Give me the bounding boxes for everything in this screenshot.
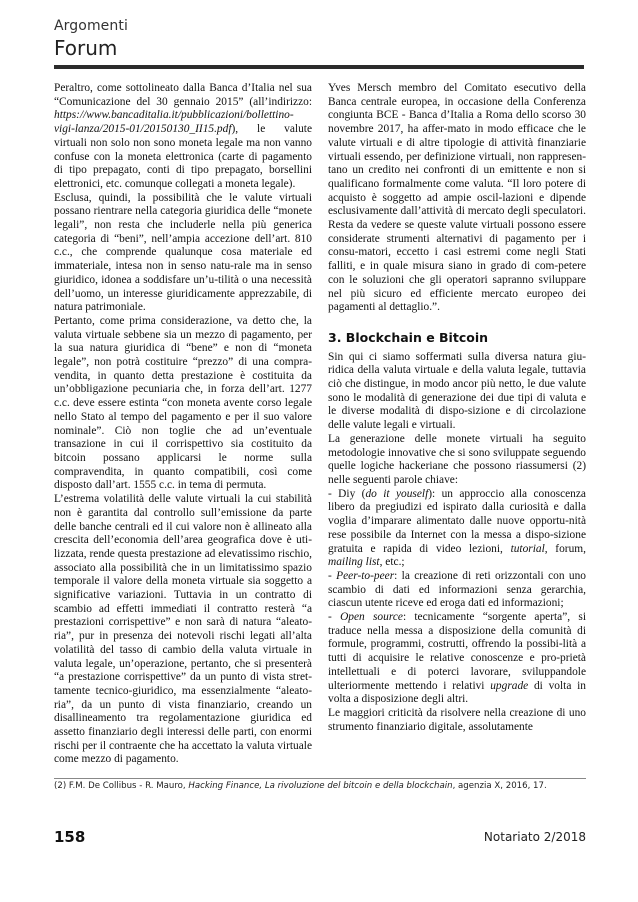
bullet-item: [328, 611, 586, 707]
paragraph: Pertanto, come prima considerazione, va detto che, la valuta virtuale sebbene sia un mezzo di pagamento, per la sua natura giuridica di “bene” e non di “moneta legale”, non potrà costituire “prezzo” di una compra-vendita, in quanto detta prestazione è costituita da un’obbligazione pecuniaria che, in forza dell’art. 1277 c.c. deve essere estinta “con moneta avente corso legale nello Stato al tempo del pagamento e per il suo valore nominale”. Ciò non toglie che ad un’eventuale transazione in cui il corrispettivo sia costituito da bitcoin possano applicarsi le norme sulla compravendita, in quanto compatibili, così come disposto dall’art. 1555 c.c. in tema di permuta.: [54, 314, 312, 492]
text-run: , etc.;: [379, 556, 405, 569]
paragraph: L’estrema volatilità delle valute virtuali la cui stabilità non è garantita dal controllo sull’emissione da parte delle banche centrali ed il cui valore non è allineato alla crescita dell’economia dell’area geografica dove è uti-lizzata, rende questa prestazione ad elevatissimo rischio, associato alla possibilità che in un limitatissimo spazio temporale il valore della moneta virtuale sia soggetto a significative variazioni. Tuttavia in un contratto di scambio ad effetti immediati il contratto resterà “a prestazioni corrispettive” e non sarà di natura “aleato-ria”, pur in presenza dei notevoli rischi legati all’alta volatilità del tasso di cambio della valuta virtuale in valuta legale, un’operazione, pertanto, che si presenterà “a prestazione corrispettive” da un punto di vista stret-tamente tecnico-giuridico, ma essenzialmente “aleato-ria”, da un punto di vista finanziario, creando un disallineamento tra regolamentazione giuridica ed assetto finanziario degli interessi delle parti, con enormi rischi per il contraente che ha accettato la valuta virtuale come mezzo di pagamento.: [54, 493, 312, 766]
text-run: - Diy (: [328, 487, 366, 500]
text-run: Peraltro, come sottolineato dalla Banca d’Italia nel sua “Comunicazione del 30 gennaio 2015” (all’indirizzo:: [54, 82, 312, 108]
text-run: -: [328, 569, 337, 582]
paragraph: [54, 82, 312, 192]
text-run: do it youself: [365, 487, 429, 500]
footnote-rule: [54, 778, 586, 779]
section-heading: 3. Blockchain e Bitcoin: [328, 329, 488, 345]
footnote: [54, 781, 586, 792]
header-rule: [54, 65, 584, 69]
page-number: 158: [54, 828, 86, 846]
bullet-item: [328, 570, 586, 611]
text-run: tutorial: [510, 542, 545, 555]
text-run: -: [328, 611, 341, 624]
section-label: Argomenti: [54, 18, 128, 34]
text-run: ): un approccio alla conoscenza libero da pregiudizi ed ispirato dalla curiosità e dalla voglia d’imparare alimentato dalle nuove opportu-nità rese possibile da Internet con la messa a dispo-sizione gratuita e rapida di video lezioni,: [328, 487, 586, 555]
text-run: ), le valute virtuali non solo non sono moneta legale ma non vanno confuse con la moneta elettronica (carte di pagamento di tipo prepagato, conti di tipo prepagato, borsellini elettronici, etc. comunque collegati a moneta legale).: [54, 123, 312, 190]
text-run: : la creazione di reti orizzontali con uno scambio di dati ed informazioni senza gerarchia, ciascun utente riceve ed eroga dati ed informazioni;: [328, 569, 586, 610]
text-run: mailing list: [328, 556, 380, 569]
paragraph: Le maggiori criticità da risolvere nella creazione di uno strumento finanziario digitale, assolutamente: [328, 706, 586, 733]
text-run: upgrade: [490, 679, 529, 692]
text-run: : tecnicamente “sorgente aperta”, si traduce nella messa a disposizione della comunità di formule, programmi, costrutti, offrendo la possibi-lità a tutti di acquisire le relative conoscenze e pro-prietà intellettuali e di poterci lavorare, sviluppandole ulteriormente mettendo i relativi: [328, 611, 586, 692]
section-title: Forum: [54, 36, 118, 60]
text-run: Hacking Finance, La rivoluzione del bitcoin e della blockchain: [188, 781, 453, 791]
left-column: [54, 82, 312, 767]
text-run: di volta in volta a disposizione degli altri.: [328, 679, 586, 706]
bullet-item: [328, 488, 586, 570]
paragraph: La generazione delle monete virtuali ha seguito metodologie innovative che si sono sviluppate seguendo quelle logiche hackeriane che possono riassumersi (2) nelle seguenti parole chiave:: [328, 432, 586, 486]
paragraph: Yves Mersch membro del Comitato esecutivo della Banca centrale europea, in occasione della Conferenza congiunta BCE - Banca d’Italia a Roma dello scorso 30 novembre 2017, ha affer-mato in modo efficace che le valute virtuali e di altre tipologie di attività finanziarie virtuali essendo, per definizione virtuali, non rappresen-tano un credito nei confronti di un emittente e non si qualificano formalmente come valuta. “Il loro potere di acquisto è soggetto ad ampie oscil-lazioni e dipende esclusivamente dall’attività di mercato degli speculatori. Resta da vedere se queste valute virtuali possono essere considerate strumenti alternativi di pagamento per i consu-matori, eccetto i casi estremi come negli Stati falliti, e in quale misura siano in grado di com-petere con le soluzioni che gli operatori sapranno sviluppare nel più sicuro ed efficiente mercato europeo dei pagamenti al dettaglio.”.: [328, 82, 586, 314]
text-run: (2) F.M. De Collibus - R. Mauro,: [54, 781, 189, 791]
right-column: [328, 82, 586, 734]
paragraph: Esclusa, quindi, la possibilità che le valute virtuali possano rientrare nella categoria giuridica delle “monete legali”, non resta che includerle nella più generica categoria di “beni”, nell’ampia accezione dell’art. 810 c.c., che comprende qualunque cosa materiale ed immateriale, intesa non in senso natu-rale ma in senso giuridico, idonea a soddisfare un’u-tilità o una necessità dell’uomo, un interesse giuridicamente apprezzabile, di natura patrimoniale.: [54, 191, 312, 314]
text-run: , agenzia X, 2016, 17.: [452, 781, 547, 791]
text-run: Open source: [340, 611, 403, 624]
text-run: , forum,: [544, 542, 586, 555]
journal-issue: Notariato 2/2018: [483, 830, 586, 844]
text-run: Peer-to-peer: [336, 569, 395, 582]
paragraph: Sin qui ci siamo soffermati sulla diversa natura giu-ridica della valuta virtuale e della valuta legale, tuttavia ciò che distingue, in modo ancor più netto, le due valute sono le modalità di generazione dei due tipi di valuta e le diverse modalità di dispo-sizione e di circolazione delle valute legali e virtuali.: [328, 350, 586, 432]
citation-url: https://www.bancaditalia.it/pubblicazioni/bollettino-vigi-lanza/2015-01/20150130_II15.pdf: [54, 109, 294, 136]
